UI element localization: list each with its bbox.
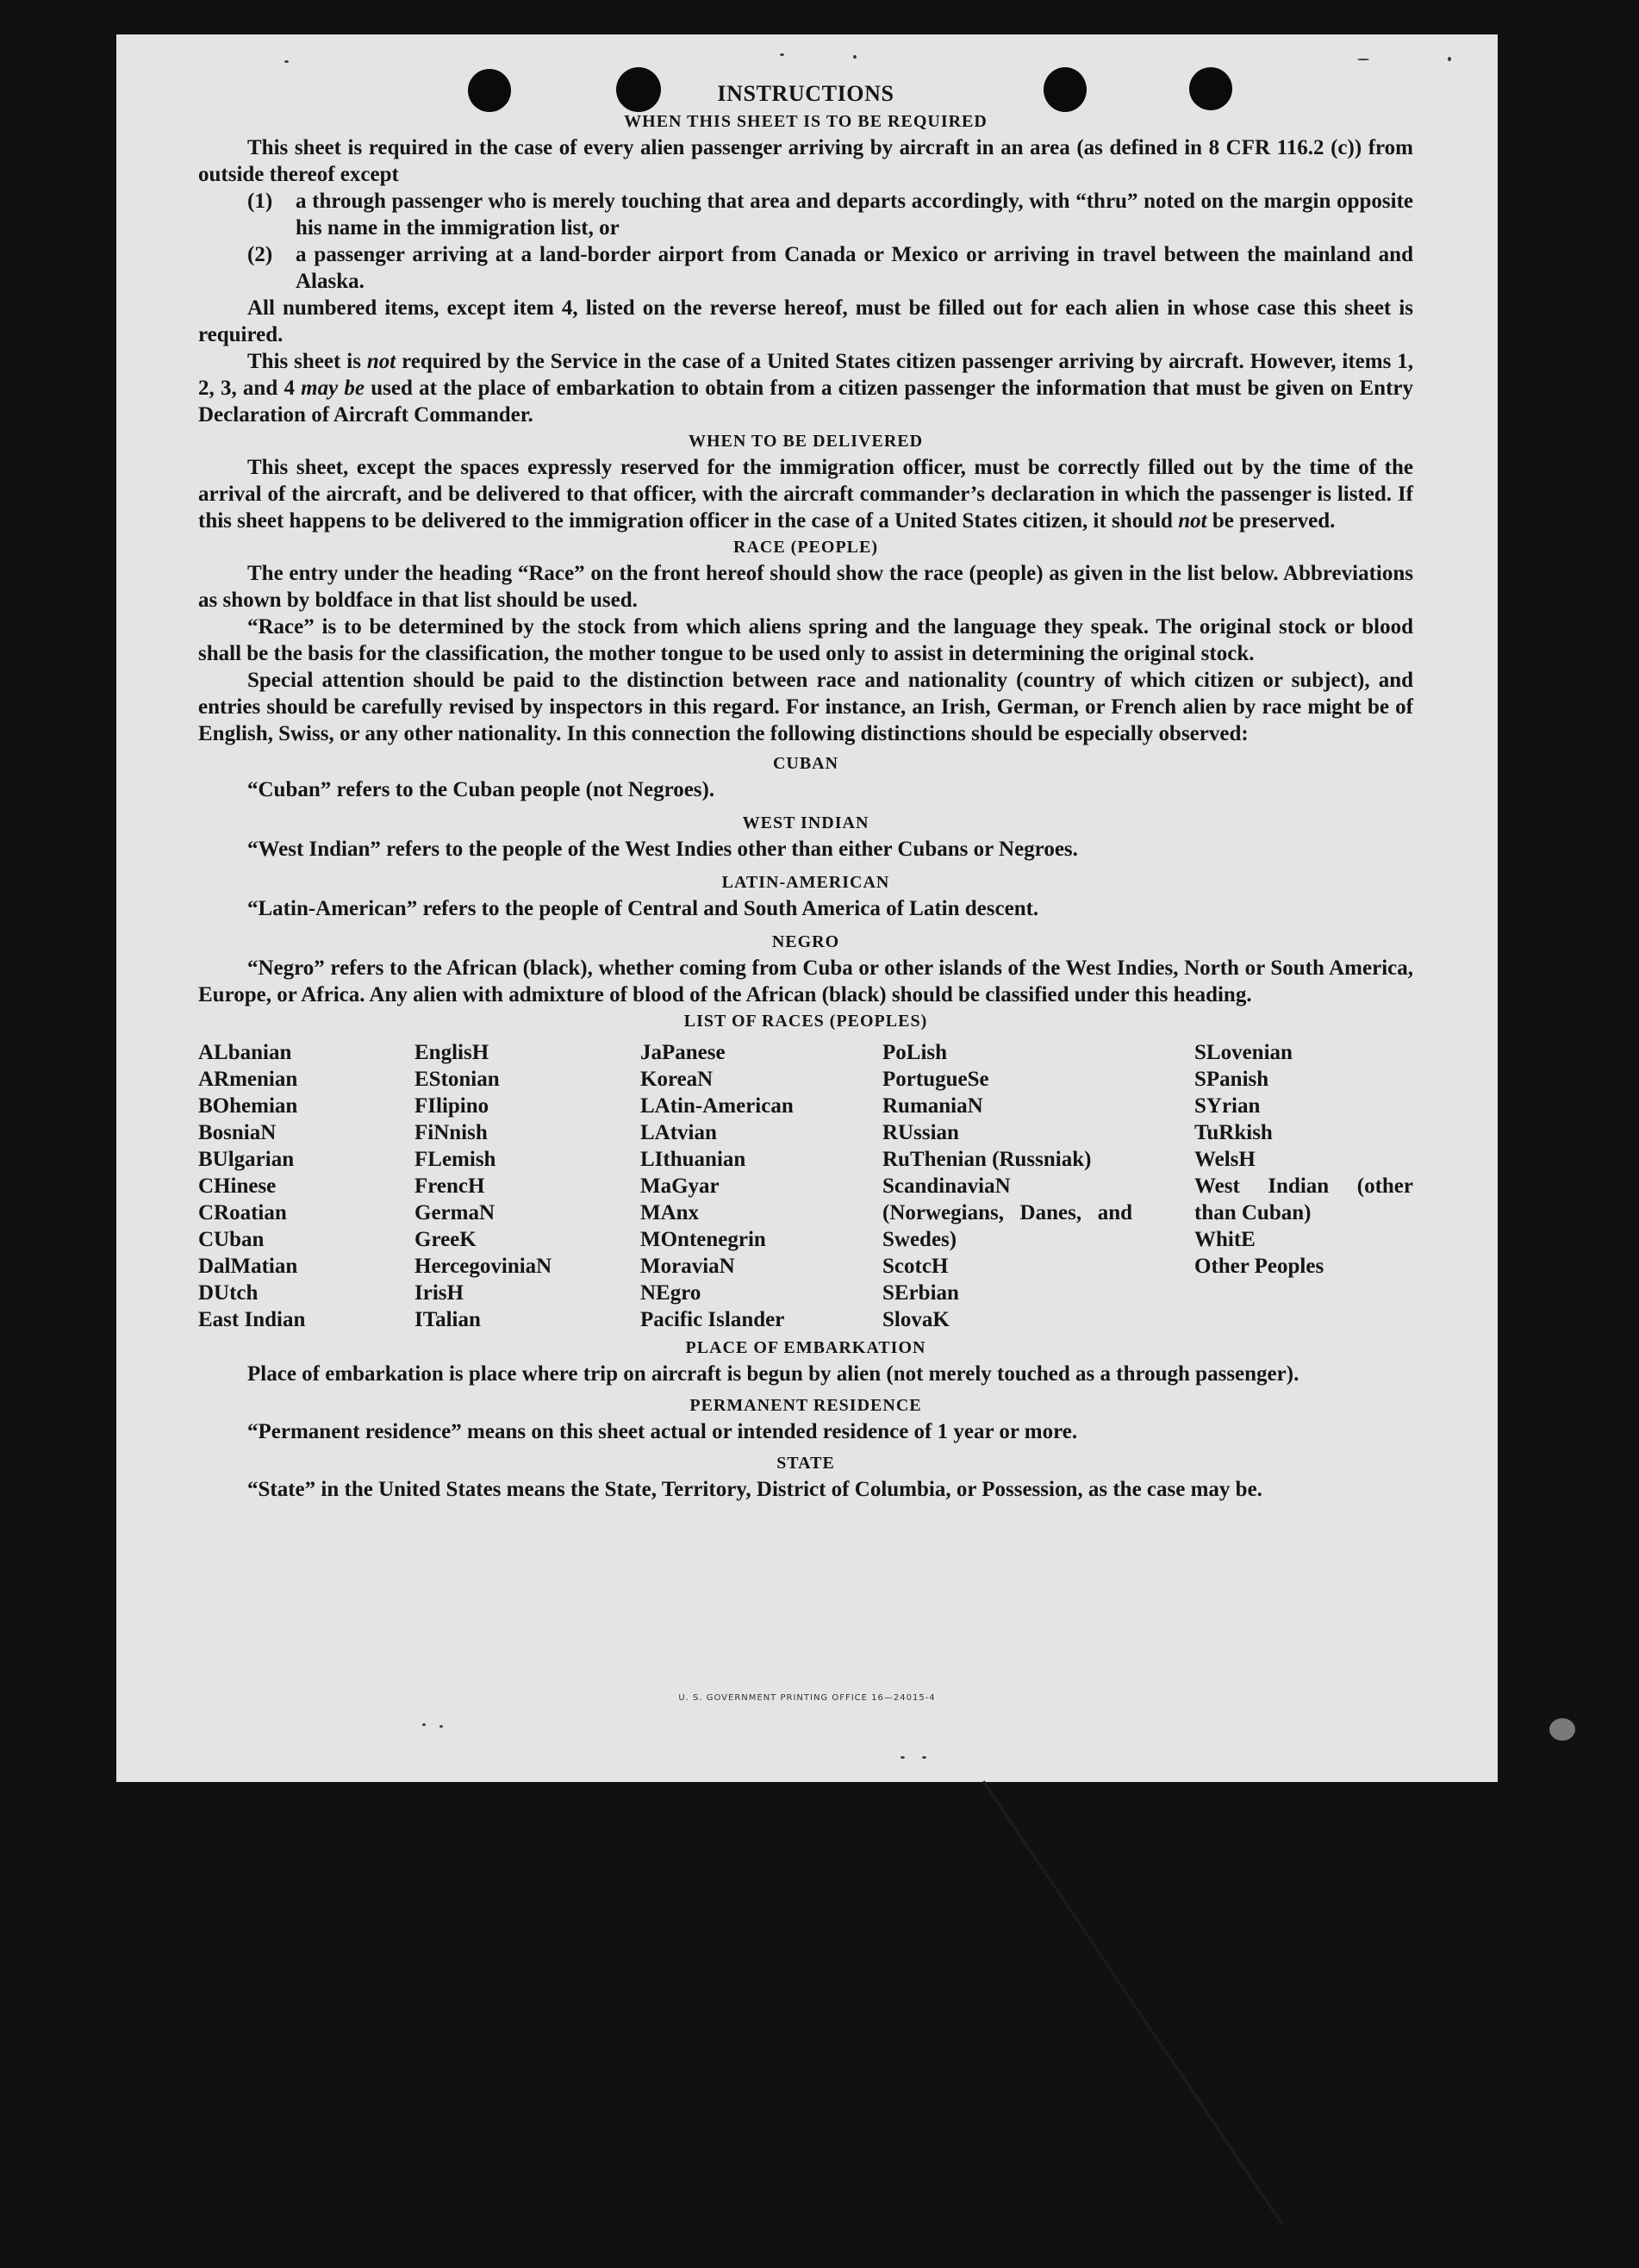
- race-entry: WelsH: [1194, 1148, 1256, 1171]
- section-heading: LATIN-AMERICAN: [721, 873, 890, 892]
- race-entry: ALbanian: [198, 1041, 292, 1064]
- race-entry: East Indian: [198, 1308, 306, 1331]
- race-entry: DalMatian: [198, 1255, 298, 1278]
- scan-speck: [1448, 57, 1451, 61]
- section-heading: PLACE OF EMBARKATION: [685, 1338, 926, 1357]
- section-heading: NEGRO: [771, 932, 840, 951]
- race-entry: LAtin-American: [640, 1094, 794, 1118]
- races-column: [640, 1039, 882, 1333]
- paragraph: Place of embarkation is place where trip on aircraft is begun by alien (not merely touched as a through passenger).: [247, 1362, 1299, 1386]
- text-run: This sheet is: [247, 350, 367, 373]
- race-entry: MoraviaN: [640, 1255, 735, 1278]
- race-entry: FLemish: [414, 1148, 496, 1171]
- race-entry: BUlgarian: [198, 1148, 295, 1171]
- scan-speck: [1357, 59, 1369, 60]
- paragraph: “Permanent residence” means on this sheet actual or intended residence of 1 year or more.: [247, 1420, 1078, 1443]
- paragraph: “Race” is to be determined by the stock from which aliens spring and the language they speak. The original stock or blood shall be the basis for the classification, the mother tongue to be used only to assist in determining the original stock.: [198, 615, 1413, 665]
- scan-speck: [853, 55, 857, 59]
- race-entry: RuThenian (Russniak): [882, 1148, 1092, 1171]
- race-entry: WhitE: [1194, 1228, 1256, 1251]
- scan-speck: [284, 60, 289, 63]
- text-run: used at the place of embarkation to obtain from a citizen passenger the information that must be given on Entry Declaration of Aircraft Commander.: [198, 377, 1413, 427]
- races-column: [882, 1039, 1194, 1333]
- section-heading: PERMANENT RESIDENCE: [689, 1396, 922, 1415]
- scan-line: [982, 1780, 1283, 2225]
- section-heading: STATE: [776, 1454, 835, 1473]
- race-entry: ARmenian: [198, 1068, 298, 1091]
- paragraph: “West Indian” refers to the people of the West Indies other than either Cubans or Negroes.: [247, 838, 1078, 861]
- paragraph: “State” in the United States means the State, Territory, District of Columbia, or Possession, as the case may be.: [247, 1478, 1262, 1501]
- paragraph: “Negro” refers to the African (black), whether coming from Cuba or other islands of the West Indies, North or South America, Europe, or Africa. Any alien with admixture of blood of the African (black) should be classified under this heading.: [198, 956, 1413, 1006]
- item-text: a through passenger who is merely touching that area and departs accordingly, with “thru” noted on the margin opposite his name in the immigration list, or: [296, 190, 1413, 240]
- emphasis: not: [366, 350, 396, 373]
- race-entry: EStonian: [414, 1068, 500, 1091]
- paragraph: The entry under the heading “Race” on the front hereof should show the race (people) as given in the list below. Abbreviations as shown by boldface in that list should be used.: [198, 562, 1413, 612]
- list-item: [198, 188, 1413, 241]
- paragraph: Special attention should be paid to the distinction between race and nationality (country of which citizen or subject), and entries should be carefully revised by inspectors in this regard. For instance, an Irish, German, or French alien by race might be of English, Swiss, or any other nationality. In this connection the following distinctions should be especially observed:: [198, 669, 1413, 745]
- races-column: [1194, 1039, 1413, 1333]
- race-entry: SlovaK: [882, 1308, 950, 1331]
- race-entry: RumaniaN: [882, 1094, 983, 1118]
- race-entry: SYrian: [1194, 1094, 1261, 1118]
- item-number: (2): [247, 243, 273, 266]
- race-entry: West Indian (other than Cuban): [1194, 1174, 1413, 1224]
- race-entry: LAtvian: [640, 1121, 717, 1144]
- race-entry: BosniaN: [198, 1121, 277, 1144]
- race-entry: Pacific Islander: [640, 1308, 785, 1331]
- race-entry: SErbian: [882, 1281, 959, 1305]
- printer-imprint: U. S. GOVERNMENT PRINTING OFFICE 16—24015-4: [678, 1693, 936, 1703]
- race-entry: IrisH: [414, 1281, 464, 1305]
- race-entry: SPanish: [1194, 1068, 1269, 1091]
- race-entry: EnglisH: [414, 1041, 489, 1064]
- race-entry: GermaN: [414, 1201, 495, 1224]
- races-column: [198, 1039, 414, 1333]
- race-entry: CHinese: [198, 1174, 277, 1198]
- scan-speck: [780, 53, 784, 56]
- scan-speck: [439, 1725, 443, 1728]
- section-heading: WHEN TO BE DELIVERED: [688, 432, 924, 451]
- race-entry: LIthuanian: [640, 1148, 746, 1171]
- races-column: [414, 1039, 640, 1333]
- race-entry: CUban: [198, 1228, 265, 1251]
- race-entry: ScandinaviaN (Norwegians, Danes, and Swedes): [882, 1174, 1132, 1251]
- document-page: [116, 34, 1498, 1782]
- race-entry: FiNnish: [414, 1121, 488, 1144]
- paragraph: “Latin-American” refers to the people of Central and South America of Latin descent.: [247, 897, 1039, 920]
- race-entry: FIlipino: [414, 1094, 489, 1118]
- race-entry: HercegoviniaN: [414, 1255, 552, 1278]
- page-title: INSTRUCTIONS: [717, 81, 894, 106]
- race-entry: ITalian: [414, 1308, 481, 1331]
- race-entry: Other Peoples: [1194, 1255, 1324, 1278]
- instructions-body: [198, 79, 1413, 1503]
- race-entry: GreeK: [414, 1228, 477, 1251]
- race-entry: JaPanese: [640, 1041, 726, 1064]
- list-item: [198, 241, 1413, 295]
- scan-speck: [422, 1723, 426, 1726]
- emphasis: may be: [301, 377, 365, 400]
- race-entry: KoreaN: [640, 1068, 714, 1091]
- section-heading: WHEN THIS SHEET IS TO BE REQUIRED: [624, 112, 988, 131]
- race-entry: PoLish: [882, 1041, 948, 1064]
- race-entry: BOhemian: [198, 1094, 298, 1118]
- paragraph: [198, 348, 1413, 428]
- scan-speck: [901, 1756, 905, 1759]
- race-entry: RUssian: [882, 1121, 959, 1144]
- scan-speck: [922, 1756, 926, 1759]
- section-heading: WEST INDIAN: [742, 813, 869, 832]
- race-entry: DUtch: [198, 1281, 259, 1305]
- text-run: be preserved.: [1206, 509, 1336, 533]
- item-number: (1): [247, 190, 273, 213]
- paragraph: [198, 454, 1413, 534]
- race-entry: MaGyar: [640, 1174, 720, 1198]
- race-entry: SLovenian: [1194, 1041, 1293, 1064]
- race-entry: TuRkish: [1194, 1121, 1273, 1144]
- section-heading: RACE (PEOPLE): [733, 538, 878, 557]
- race-entry: MOntenegrin: [640, 1228, 766, 1251]
- race-entry: PortugueSe: [882, 1068, 989, 1091]
- race-entry: NEgro: [640, 1281, 701, 1305]
- race-entry: MAnx: [640, 1201, 700, 1224]
- paragraph: “Cuban” refers to the Cuban people (not Negroes).: [247, 778, 715, 801]
- paragraph: All numbered items, except item 4, listed on the reverse hereof, must be filled out for each alien in whose case this sheet is required.: [198, 296, 1413, 346]
- emphasis: not: [1178, 509, 1207, 533]
- race-entry: CRoatian: [198, 1201, 287, 1224]
- races-list: [198, 1039, 1413, 1333]
- section-heading: CUBAN: [772, 754, 839, 773]
- section-heading: LIST OF RACES (PEOPLES): [683, 1012, 928, 1031]
- paragraph: This sheet is required in the case of every alien passenger arriving by aircraft in an area (as defined in 8 CFR 116.2 (c)) from outside thereof except: [198, 136, 1413, 186]
- text-run: This sheet, except the spaces expressly reserved for the immigration officer, must be correctly filled out by the time of the arrival of the aircraft, and be delivered to that officer, with the aircraft commander’s declaration in which the passenger is listed. If this sheet happens to be delivered to the immigration officer in the case of a United States citizen, it should: [198, 456, 1413, 533]
- text-run: required by the Service in the case of a United States citizen passenger arriving by aircraft. However, items 1, 2, 3, and 4: [198, 350, 1413, 400]
- item-text: a passenger arriving at a land-border airport from Canada or Mexico or arriving in travel between the mainland and Alaska.: [296, 243, 1413, 293]
- scan-blob: [1549, 1718, 1575, 1741]
- race-entry: ScotcH: [882, 1255, 949, 1278]
- race-entry: FrencH: [414, 1174, 485, 1198]
